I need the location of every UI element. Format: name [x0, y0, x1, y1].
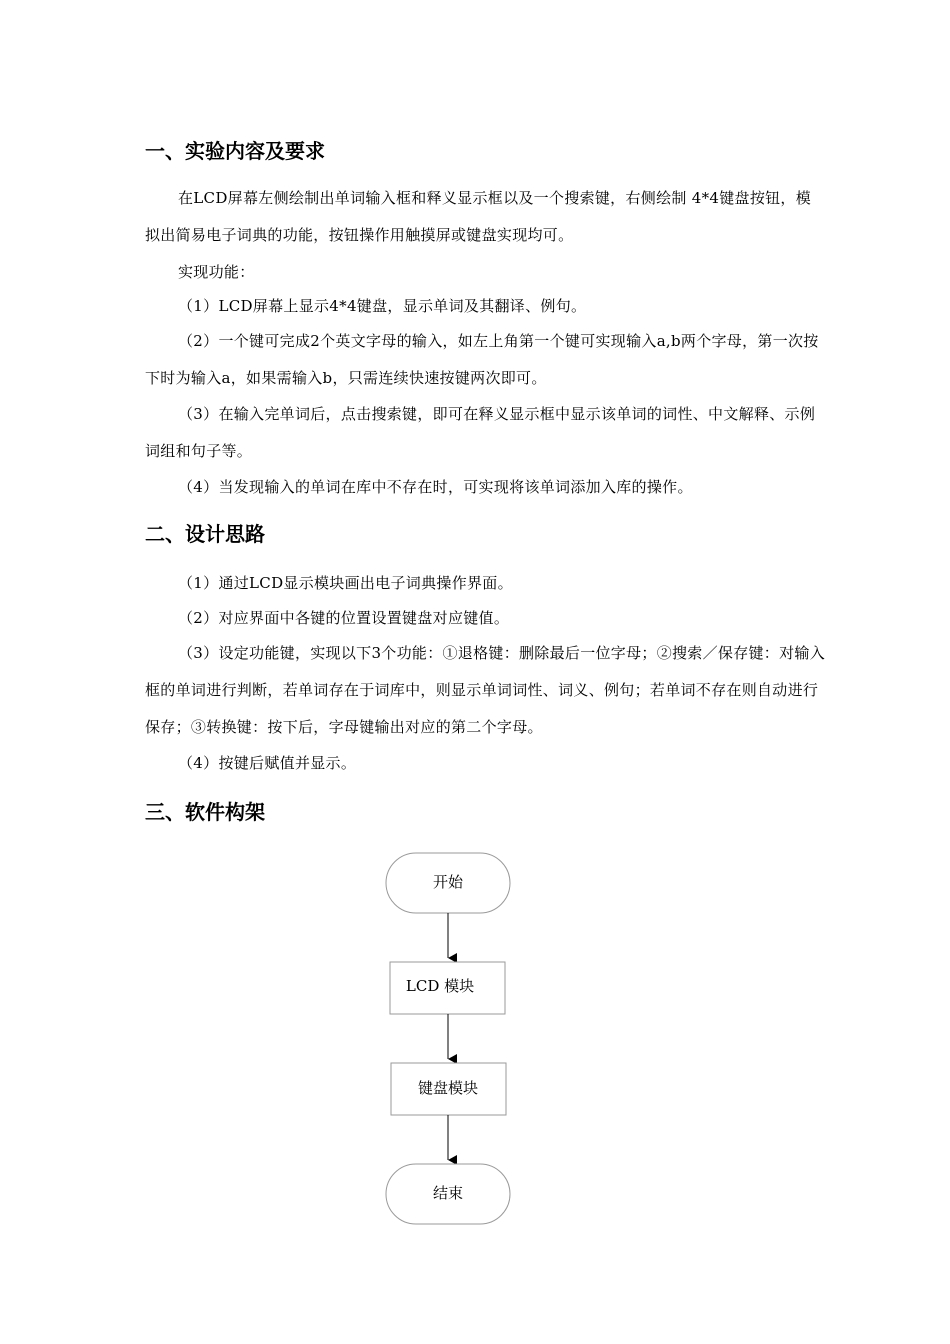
flow-lcd-node — [390, 962, 505, 1014]
flow-start-label: 开始 — [432, 873, 464, 891]
section2-heading: 二、设计思路 — [145, 522, 265, 546]
flow-keyboard-label: 键盘模块 — [417, 1079, 479, 1097]
flow-start-node — [386, 853, 510, 913]
section1-item-1: （1）LCD屏幕上显示4*4键盘，显示单词及其翻译、例句。 — [178, 297, 587, 315]
flow-end-node — [386, 1164, 510, 1224]
section1-item-3: （3）在输入完单词后，点击搜索键，即可在释义显示框中显示该单词的词性、中文解释、示例词组和句子等。 — [145, 405, 816, 460]
section1-item-4: （4）当发现输入的单词在库中不存在时，可实现将该单词添加入库的操作。 — [178, 478, 693, 496]
section1-intro: 在LCD屏幕左侧绘制出单词输入框和释义显示框以及一个搜索键，右侧绘制 4*4键盘按钮，模拟出简易电子词典的功能，按钮操作用触摸屏或键盘实现均可。 — [145, 189, 812, 244]
section2-item-4: （4）按键后赋值并显示。 — [178, 754, 357, 772]
section2-item-3: （3）设定功能键，实现以下3个功能：①退格键：删除最后一位字母；②搜索／保存键：对输入框的单词进行判断，若单词存在于词库中，则显示单词词性、词义、例句；若单词不存在则自动进行保存；③转换键：按下后，字母键输出对应的第二个字母。 — [145, 644, 825, 736]
section2-item-1: （1）通过LCD显示模块画出电子词典操作界面。 — [178, 574, 513, 592]
flow-end-label: 结束 — [432, 1184, 464, 1202]
section3-heading: 三、软件构架 — [145, 800, 265, 824]
flow-keyboard-node — [391, 1063, 506, 1115]
section1-features-label: 实现功能： — [178, 263, 255, 281]
section1-heading: 一、实验内容及要求 — [145, 139, 325, 163]
section2-item-2: （2）对应界面中各键的位置设置键盘对应键值。 — [178, 609, 510, 627]
flow-lcd-label: LCD 模块 — [405, 977, 475, 995]
section1-item-2: （2）一个键可完成2个英文字母的输入，如左上角第一个键可实现输入a,b两个字母，第一次按下时为输入a，如果需输入b，只需连续快速按键两次即可。 — [145, 332, 819, 387]
